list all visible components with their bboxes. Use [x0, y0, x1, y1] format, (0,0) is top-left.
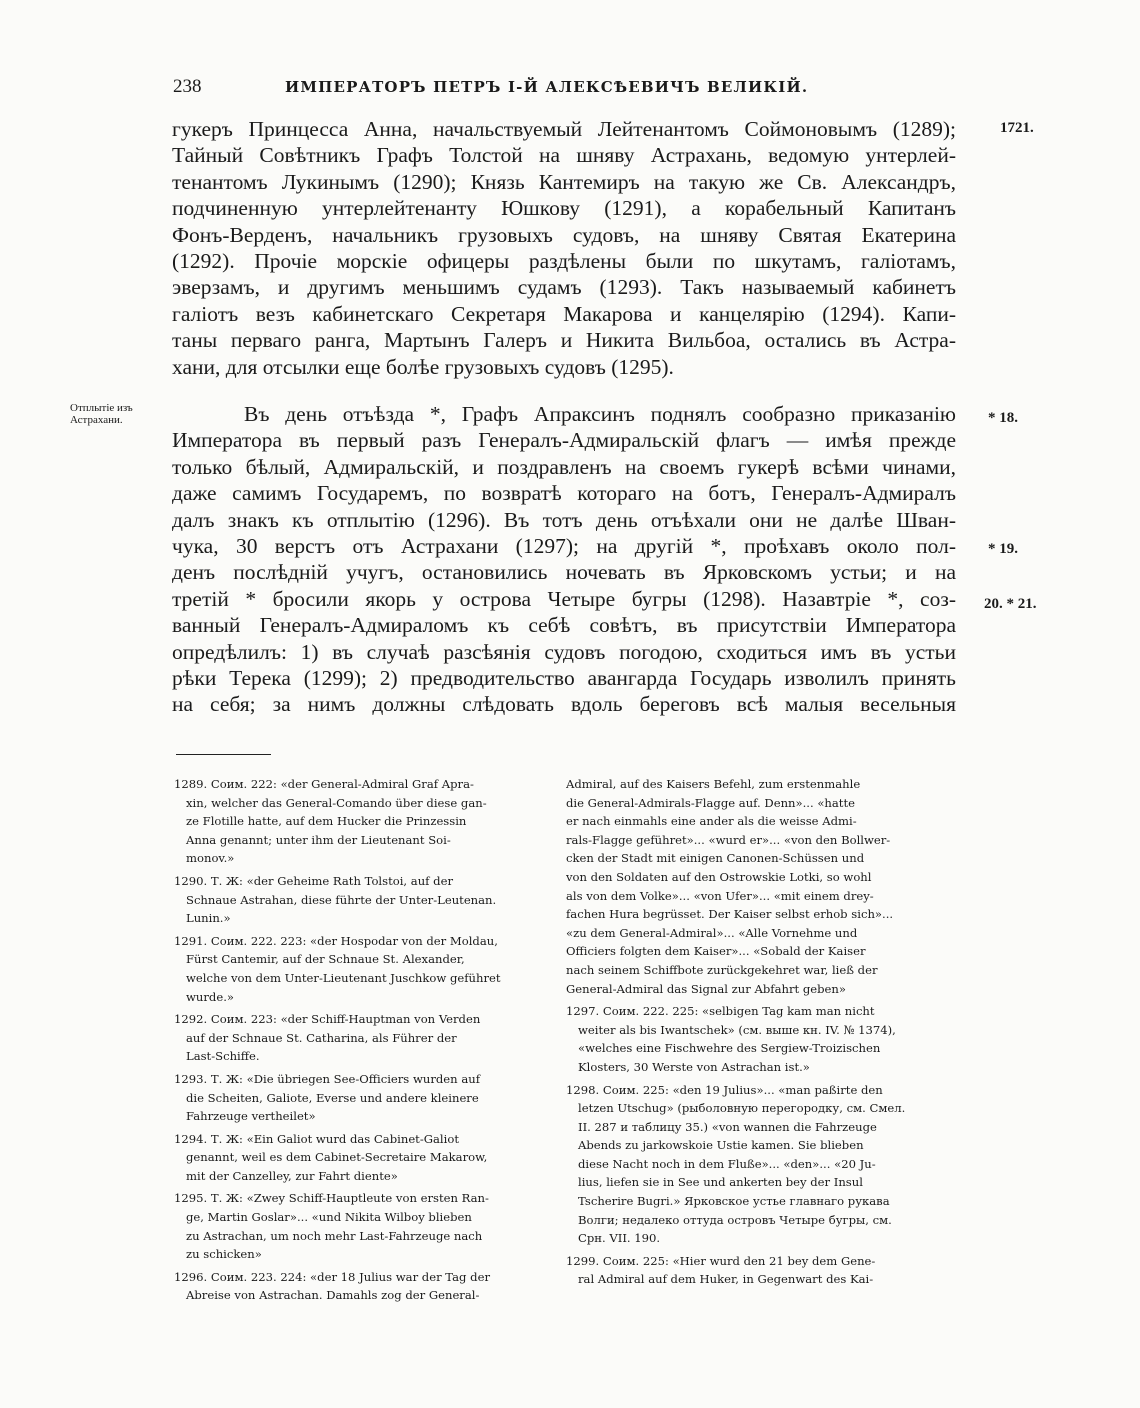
footnote-line: letzen Utschug» (рыболовную перегородку, см. Смел.: [578, 1101, 906, 1116]
body-line: рѣки Терека (1299); 2) предводительство авангарда Государь изволилъ принять: [172, 666, 956, 691]
footnote: [566, 1252, 954, 1289]
footnote-line: rals-Flagge geführet»... «wurd er»... «von den Bollwer-: [566, 832, 891, 847]
footnote-line: Schnaue Astrahan, diese führte der Unter-Leutenan.: [186, 892, 497, 907]
margin-year: 1721.: [1000, 120, 1034, 136]
body-line: Императора въ первый разъ Генералъ-Адмиральскій флагъ — имѣя прежде: [172, 428, 956, 453]
body-line: (1292). Прочіе морскіе офицеры раздѣлены были по шкутамъ, галіотамъ,: [172, 249, 956, 274]
footnote-line: Anna genannt; unter ihm der Lieutenant Soi-: [186, 832, 451, 847]
footnote: [174, 1070, 562, 1126]
footnote-line: monov.»: [186, 851, 235, 866]
body-line: третій * бросили якорь у острова Четыре бугры (1298). Назавтріе *, соз-: [172, 586, 956, 611]
body-line: таны перваго ранга, Мартынъ Галеръ и Никита Вильбоа, остались въ Астра-: [172, 328, 956, 353]
footnote-rule: [176, 754, 271, 755]
footnote-line: Fahrzeuge vertheilet»: [186, 1109, 316, 1124]
footnote-line: weiter als bis Iwantschek» (см. выше кн. IV. № 1374),: [578, 1022, 896, 1037]
footnote-line: xin, welcher das General-Comando über diese gan-: [186, 795, 487, 810]
body-line: далъ знакъ къ отплытію (1296). Въ тотъ день отъѣхали они не далѣе Шван-: [172, 507, 956, 532]
margin-date-18: * 18.: [988, 410, 1018, 426]
body-line: тенантомъ Лукинымъ (1290); Князь Кантемиръ на такую же Св. Александръ,: [172, 169, 956, 194]
footnote-line: 1291. Соим. 222. 223: «der Hospodar von der Moldau,: [174, 933, 498, 948]
footnote-line: Волги; недалеко оттуда островъ Четыре бугры, см.: [578, 1212, 892, 1227]
footnote: [174, 1189, 562, 1263]
footnote-line: Tscherire Bugri.» Ярковское устье главнаго рукава: [578, 1194, 890, 1209]
footnote-line: Officiers folgten dem Kaiser»... «Sobald der Kaiser: [566, 944, 866, 959]
footnote-line: 1299. Соим. 225: «Hier wurd den 21 bey dem Gene-: [566, 1253, 876, 1268]
footnote: [566, 1002, 954, 1076]
footnote-line: die General-Admirals-Flagge auf. Denn»... «hatte: [566, 795, 855, 810]
footnote-line: ze Flotille hatte, auf dem Hucker die Prinzessin: [186, 814, 467, 829]
footnote-line: Срн. VII. 190.: [578, 1231, 661, 1246]
footnote: [566, 775, 954, 998]
footnotes-left-column: [174, 775, 562, 1309]
body-line: чука, 30 верстъ отъ Астрахани (1297); на другій *, проѣхавъ около пол-: [172, 534, 956, 559]
footnote-line: ge, Martin Goslar»... «und Nikita Wilboy blieben: [186, 1210, 472, 1225]
body-line: на себя; за нимъ должны слѣдовать вдоль береговъ всѣ малыя весельныя: [172, 692, 956, 717]
body-line: Тайный Совѣтникъ Графъ Толстой на шняву Астрахань, ведомую унтерлей-: [172, 143, 956, 168]
running-title: ИМПЕРАТОРЪ ПЕТРЪ I-Й АЛЕКСѢЕВИЧЪ ВЕЛИКІЙ.: [285, 78, 809, 96]
footnote-line: von den Soldaten auf den Ostrowskie Lotki, so wohl: [566, 869, 872, 884]
footnote-line: Admiral, auf des Kaisers Befehl, zum erstenmahle: [566, 777, 861, 791]
page-number: 238: [173, 76, 202, 97]
body-line: подчиненную унтерлейтенанту Юшкову (1291), а корабельный Капитанъ: [172, 196, 956, 221]
side-note-line: Отплытіе изъ: [70, 402, 133, 414]
footnote-line: fachen Hura begrüsset. Der Kaiser selbst erhob sich»...: [566, 907, 894, 922]
footnote-line: 1289. Соим. 222: «der General-Admiral Graf Apra-: [174, 777, 474, 791]
footnote-line: Lunin.»: [186, 911, 231, 926]
footnote-line: zu schicken»: [186, 1247, 262, 1262]
side-note: [70, 402, 133, 426]
body-line: только бѣлый, Адмиральскій, и поздравленъ на своемъ гукерѣ всѣми чинами,: [172, 454, 956, 479]
footnote: [174, 872, 562, 928]
footnote-line: 1297. Соим. 222. 225: «selbigen Tag kam man nicht: [566, 1004, 875, 1019]
footnote-line: 1292. Соим. 223: «der Schiff-Hauptman von Verden: [174, 1012, 481, 1027]
footnote-line: auf der Schnaue St. Catharina, als Führer der: [186, 1030, 457, 1045]
footnote-line: zu Astrachan, um noch mehr Last-Fahrzeuge nach: [186, 1228, 483, 1243]
body-line: ванный Генералъ-Адмираломъ къ себѣ совѣтъ, въ присутствіи Императора: [172, 613, 956, 638]
footnote-line: mit der Canzelley, zur Fahrt diente»: [186, 1168, 398, 1183]
footnote-line: als von dem Volke»... «von Ufer»... «mit einem drey-: [566, 888, 874, 903]
footnote-line: 1296. Соим. 223. 224: «der 18 Julius war der Tag der: [174, 1269, 490, 1284]
margin-date-20-21: 20. * 21.: [984, 596, 1037, 612]
footnote-line: «zu dem General-Admiral»... «Alle Vornehme und: [566, 925, 858, 940]
footnote: [174, 1130, 562, 1186]
footnote-line: 1295. Т. Ж: «Zwey Schiff-Hauptleute von ersten Ran-: [174, 1191, 489, 1206]
footnotes-right-column: [566, 775, 954, 1293]
footnote-line: «welches eine Fischwehre des Sergiew-Troizischen: [578, 1041, 881, 1056]
footnote: [174, 775, 562, 868]
footnote-line: 1290. Т. Ж: «der Geheime Rath Tolstoi, auf der: [174, 873, 453, 888]
footnote-line: 1294. Т. Ж: «Ein Galiot wurd das Cabinet-Galiot: [174, 1131, 459, 1146]
footnote-line: 1298. Соим. 225: «den 19 Julius»... «man paßirte den: [566, 1082, 883, 1097]
footnote: [174, 932, 562, 1006]
body-line: денъ послѣдній учугъ, остановились ночевать въ Ярковскомъ устьи; и на: [172, 560, 956, 585]
footnote-line: lius, liefen sie in See und ankerten bey der Insul: [578, 1175, 863, 1190]
footnote-line: er nach einmahls eine ander als die weisse Admi-: [566, 814, 857, 829]
body-line: Фонъ-Верденъ, начальникъ грузовыхъ судовъ, на шняву Святая Екатерина: [172, 222, 956, 247]
body-line: гукеръ Принцесса Анна, начальствуемый Лейтенантомъ Соймоновымъ (1289);: [172, 117, 956, 141]
footnote-line: cken der Stadt mit einigen Canonen-Schüssen und: [566, 851, 865, 866]
body-block-1: [172, 116, 956, 380]
footnote-line: Fürst Cantemir, auf der Schnaue St. Alexander,: [186, 952, 465, 967]
footnote-line: II. 287 и таблицу 35.) «von wannen die Fahrzeuge: [578, 1119, 877, 1134]
body-line: опредѣлилъ: 1) въ случаѣ разсѣянія судовъ погодою, сходиться имъ въ устьи: [172, 639, 956, 664]
footnote-line: Klosters, 30 Werste von Astrachan ist.»: [578, 1059, 810, 1074]
footnote-line: genannt, weil es dem Cabinet-Secretaire Makarow,: [186, 1150, 488, 1165]
footnote: [566, 1081, 954, 1248]
footnote-line: diese Nacht noch in dem Fluße»... «den»... «20 Ju-: [578, 1156, 876, 1171]
footnote-line: General-Admiral das Signal zur Abfahrt geben»: [566, 981, 846, 996]
footnote-line: wurde.»: [186, 989, 234, 1004]
footnote: [174, 1268, 562, 1305]
body-block-2: [172, 401, 956, 718]
body-line: галіотъ везъ кабинетскаго Секретаря Макарова и канцелярію (1294). Капи-: [172, 301, 956, 326]
body-line: Въ день отъѣзда *, Графъ Апраксинъ поднялъ сообразно приказанію: [244, 402, 956, 426]
footnote: [174, 1010, 562, 1066]
footnote-line: nach seinem Schiffbote zurückgekehret war, ließ der: [566, 962, 878, 977]
footnote-line: Abends zu jarkowskoie Ustie kamen. Sie blieben: [578, 1138, 864, 1153]
margin-date-19: * 19.: [988, 541, 1018, 557]
body-line: эверзамъ, и другимъ меньшимъ судамъ (1293). Такъ называемый кабинетъ: [172, 275, 956, 300]
footnote-line: 1293. Т. Ж: «Die übriegen See-Officiers wurden auf: [174, 1071, 480, 1086]
footnote-line: ral Admiral auf dem Huker, in Gegenwart des Kai-: [578, 1272, 874, 1287]
body-line: даже самимъ Государемъ, по возвратѣ котораго на ботъ, Генералъ-Адмиралъ: [172, 481, 956, 506]
footnote-line: Abreise von Astrachan. Damahls zog der General-: [186, 1288, 480, 1303]
footnote-line: welche von dem Unter-Lieutenant Juschkow geführet: [186, 970, 501, 985]
footnote-line: Last-Schiffe.: [186, 1049, 260, 1064]
side-note-line: Астрахани.: [70, 414, 123, 426]
body-line: хани, для отсылки еще болѣе грузовыхъ судовъ (1295).: [172, 354, 674, 379]
footnote-line: die Scheiten, Galiote, Everse und andere kleinere: [186, 1090, 479, 1105]
